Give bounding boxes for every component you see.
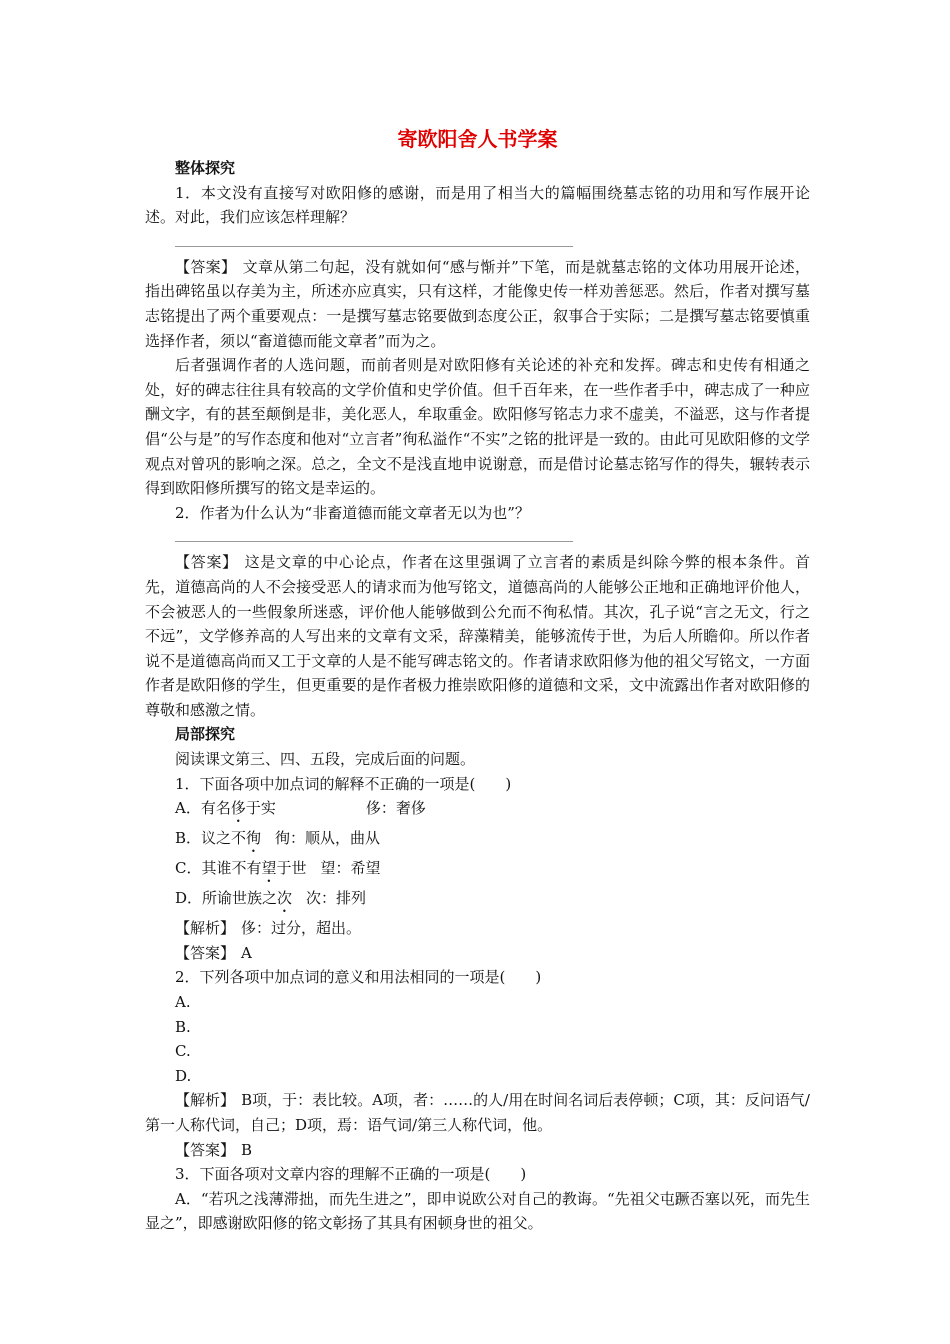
dotted-word: 次: [277, 889, 293, 908]
answer-line: [175, 246, 573, 247]
answer-label: 【答案】: [175, 257, 237, 276]
explanation-label: 【解析】: [175, 1091, 236, 1110]
explanation: 【解析】 侈：过分，超出。: [175, 919, 362, 938]
sub-question-1: 1．下面各项中加点词的解释不正确的一项是( ): [175, 774, 512, 793]
dotted-word: 侈: [230, 799, 246, 818]
dotted-word: 徇: [246, 829, 262, 848]
option-c: C.: [175, 1042, 191, 1061]
option-a: A.: [175, 993, 191, 1012]
option-c: C．其谁不有望于世 望：希望: [175, 859, 381, 878]
answer-text: 这是文章的中心论点，作者在这里强调了立言者的素质是纠除今弊的根本条件。首先，道德高尚的人不会接受恶人的请求而为他写铭文，道德高尚的人能够公正地和正确地评价他人，不会被恶人的一些假象所迷惑，评价他人能够做到公允而不徇私情。其次，孔子说“言之无文，行之不远”，文学修养高的人写出来的文章有文采，辞藻精美，能够流传于世，为后人所瞻仰。所以作者说不是道德高尚而又工于文章的人是不能写碑志铭文的。作者请求欧阳修为他的祖父写铭文，一方面作者是欧阳修的学生，但更重要的是作者极力推崇欧阳修的道德和文采，文中流露出作者对欧阳修的尊敬和感激之情。: [145, 553, 810, 719]
section-heading: 局部探究: [175, 725, 236, 744]
answer-text: 文章从第二句起，没有就如何“感与惭并”下笔，而是就墓志铭的文体功用展开论述，指出碑铭虽以存美为主，所述亦应真实，只有这样，才能像史传一样劝善惩恶。然后，作者对撰写墓志铭提出了两个重要观点：一是撰写墓志铭要做到态度公正，叙事合于实际；二是撰写墓志铭要慎重选择作者，须以“畜道德而能文章者”而为之。: [145, 257, 810, 350]
explanation: 【解析】 B项，于：表比较。A项，者：……的人/用在时间名词后表停顿；C项，其：反问语气/第一人称代词，自己；D项，焉：语气词/第三人称代词，他。: [145, 1091, 810, 1134]
answer-line: [175, 541, 573, 542]
answer-label: 【答案】: [175, 553, 238, 572]
document-title: 寄欧阳舍人书学案: [397, 127, 558, 151]
reading-instruction: 阅读课文第三、四、五段，完成后面的问题。: [175, 750, 476, 769]
option-a: A．有名侈于实 侈：奢侈: [175, 799, 426, 818]
explanation-label: 【解析】: [175, 919, 236, 938]
question-2: 2．作者为什么认为“非畜道德而能文章者无以为也”？: [175, 503, 530, 522]
option-a: A．“若巩之浅薄滞拙，而先生进之”，即申说欧公对自己的教诲。“先祖父屯蹶否塞以死，而先生显之”，即感谢欧阳修的铭文彰扬了其具有困顿身世的祖父。: [145, 1189, 810, 1233]
option-d: D.: [175, 1066, 192, 1085]
answer-1-para-2: 后者强调作者的人选问题，而前者则是对欧阳修有关论述的补充和发挥。碑志和史传有相通之处，好的碑志往往具有较高的文学价值和史学价值。但千百年来，在一些作者手中，碑志成了一种应酬文字，有的甚至颠倒是非，美化恶人，牟取重金。欧阳修写铭志力求不虚美，不溢恶，这与作者提倡“公与是”的写作态度和他对“立言者”徇私溢作“不实”之铭的批评是一致的。由此可见欧阳修的文学观点对曾巩的影响之深。总之，全文不是浅直地申说谢意，而是借讨论墓志铭写作的得失，辗转表示得到欧阳修所撰写的铭文是幸运的。: [145, 356, 810, 498]
dotted-word: 望: [261, 859, 277, 878]
answer-2: [145, 550, 810, 722]
document-page: [145, 118, 810, 1236]
sub-question-2: 2．下列各项中加点词的意义和用法相同的一项是( ): [175, 968, 542, 987]
sub-question-3: 3．下面各项对文章内容的理解不正确的一项是( ): [175, 1165, 527, 1184]
answer-label: 【答案】: [175, 943, 236, 962]
section-heading: 整体探究: [175, 159, 236, 177]
answer-label: 【答案】: [175, 1140, 236, 1159]
answer: 【答案】 A: [175, 943, 252, 962]
option-d: D．所谕世族之次 次：排列: [175, 889, 367, 908]
option-b: B.: [175, 1017, 191, 1036]
answer-1-para-1: [145, 255, 810, 353]
question-1: 1．本文没有直接写对欧阳修的感谢，而是用了相当大的篇幅围绕墓志铭的功用和写作展开论述。对此，我们应该怎样理解？: [145, 183, 810, 227]
answer: 【答案】 B: [175, 1140, 253, 1159]
option-b: B．议之不徇 徇：顺从，曲从: [175, 829, 381, 848]
